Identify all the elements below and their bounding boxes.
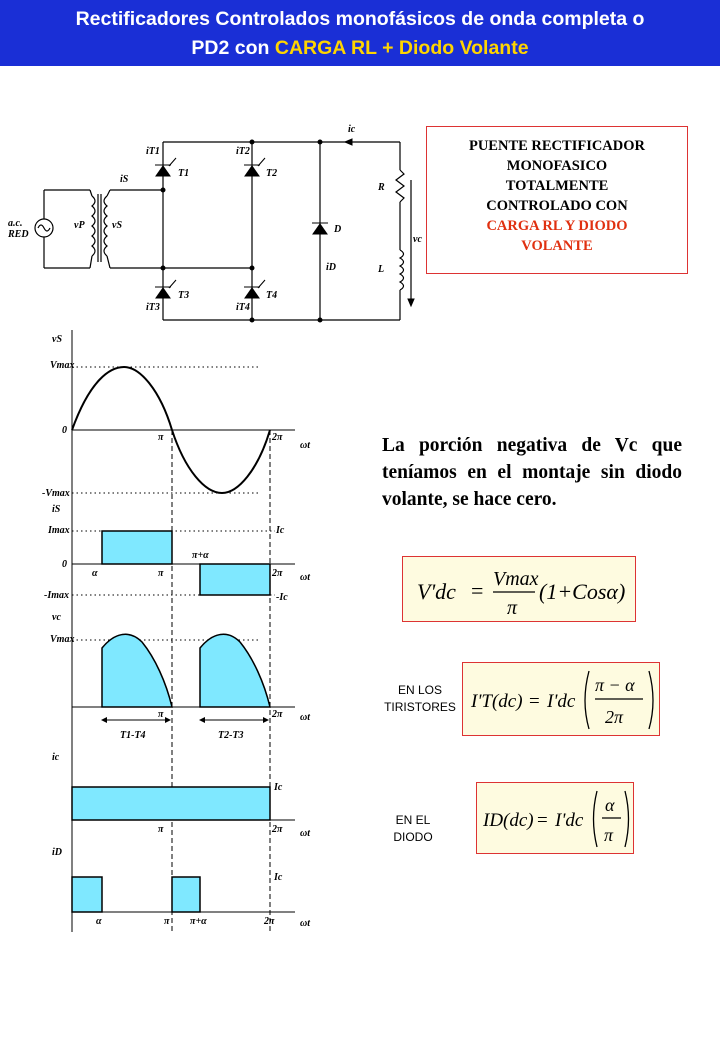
ic-block — [72, 787, 270, 820]
vdc-factor: (1+Cosα) — [539, 579, 626, 604]
box-line-1: PUENTE RECTIFICADOR — [468, 138, 646, 154]
vdc-formula-box — [402, 556, 636, 622]
id-block-1 — [72, 877, 102, 912]
vdc-formula — [403, 557, 635, 621]
id-wt-label: ωt — [300, 918, 311, 929]
is-pi-label: π — [158, 568, 164, 579]
id-pi-label: π — [164, 916, 170, 927]
vs-zero-label: 0 — [62, 425, 67, 436]
l-label: L — [378, 264, 385, 275]
vc-label: vc — [413, 234, 422, 245]
is-wt-label: ωt — [300, 572, 311, 583]
diode-denominator: π — [604, 825, 614, 845]
is-max-label: Imax — [48, 525, 70, 536]
thyristor-formula-label — [382, 682, 458, 716]
thyristor-denominator: 2π — [605, 707, 624, 727]
thyristor-lhs: I'T(dc) — [471, 691, 523, 712]
r-label: R — [378, 182, 385, 193]
is-label: iS — [120, 174, 129, 185]
is-positive-block — [102, 531, 172, 564]
diode-formula-box — [476, 782, 634, 854]
is-alpha-label: α — [92, 568, 98, 579]
svg-text:=: = — [529, 691, 540, 712]
diode-mid: I'dc — [555, 810, 584, 831]
t3-label: T3 — [178, 290, 190, 301]
thyristor-numerator: π − α — [595, 675, 635, 695]
diode-numerator: α — [605, 795, 615, 815]
ic-wt-label: ωt — [300, 828, 311, 839]
title-line-2-prefix: PD2 con — [191, 37, 275, 59]
box-line-3: TOTALMENTE — [505, 178, 609, 194]
id-alpha-label: α — [96, 916, 102, 927]
title-line-1: Rectificadores Controlados monofásicos de onda completa o — [75, 8, 645, 30]
is-negative-block — [200, 564, 270, 595]
ic-label: ic — [348, 124, 356, 135]
t1-label: T1 — [178, 168, 190, 179]
circuit-diagram — [0, 110, 420, 325]
vdc-numerator: Vmax — [493, 568, 539, 590]
t4-label: T4 — [266, 290, 278, 301]
it3-label: iT3 — [146, 302, 160, 313]
id-2pi-label: 2π — [264, 916, 275, 927]
svg-text:=: = — [471, 578, 484, 603]
vc-2pi-label: 2π — [272, 709, 283, 720]
diode-label-line-2: DIODO — [393, 830, 433, 844]
id-label: iD — [326, 262, 336, 273]
it2-label: iT2 — [236, 146, 250, 157]
vc-pulse-1 — [102, 634, 172, 707]
vc-cond2-label: T2-T3 — [218, 730, 244, 741]
id-pi-alpha-label: π+α — [190, 916, 207, 927]
vs-wt-label: ωt — [300, 440, 311, 451]
t2-label: T2 — [266, 168, 278, 179]
title-highlight: CARGA RL + Diodo Volante — [274, 37, 529, 59]
vc-wt-label: ωt — [300, 712, 311, 723]
box-line-2: MONOFASICO — [506, 158, 608, 174]
vdc-lhs: V'dc — [417, 579, 456, 604]
ic-axis-label: ic — [52, 752, 60, 763]
is-neg-ic-label: -Ic — [276, 592, 288, 603]
ic-2pi-label: 2π — [272, 824, 283, 835]
vs-pi-label: π — [158, 432, 164, 443]
thyristor-label-line-1: EN LOS — [397, 683, 442, 697]
is-zero-label: 0 — [62, 559, 67, 570]
description-text: La porción negativa de Vc que teníamos en el montaje sin diodo volante, se hace cero. — [382, 435, 682, 510]
title-bar — [0, 0, 720, 66]
ic-pi-label: π — [158, 824, 164, 835]
vc-cond1-label: T1-T4 — [120, 730, 146, 741]
diode-label-line-1: EN EL — [395, 813, 431, 827]
circuit-description-box — [426, 126, 688, 274]
d-label: D — [334, 224, 342, 235]
vdc-denominator: π — [507, 597, 518, 619]
vc-pi-label: π — [158, 709, 164, 720]
waveforms — [30, 320, 330, 940]
box-line-6: VOLANTE — [521, 238, 593, 254]
red-label: RED — [8, 229, 29, 240]
thyristor-formula-box — [462, 662, 660, 736]
title-line-2 — [0, 34, 720, 63]
ic-level-label: Ic — [274, 782, 283, 793]
vs-neg-label: -Vmax — [42, 488, 70, 499]
is-2pi-label: 2π — [272, 568, 283, 579]
id-level-label: Ic — [274, 872, 283, 883]
vs-axis-label: vS — [52, 334, 62, 345]
it4-label: iT4 — [236, 302, 250, 313]
vc-max-label: Vmax — [50, 634, 75, 645]
svg-text:=: = — [537, 810, 548, 831]
id-block-2 — [172, 877, 200, 912]
thyristor-label-line-2: TIRISTORES — [384, 700, 456, 714]
is-neg-label: -Imax — [44, 590, 69, 601]
diode-formula — [477, 783, 633, 853]
vc-axis-label: vc — [52, 612, 61, 623]
vc-pulse-2 — [200, 634, 270, 707]
is-pi-alpha-label: π+α — [192, 550, 209, 561]
vp-label: vP — [74, 220, 85, 231]
ac-label: a.c. — [8, 218, 23, 229]
box-line-4: CONTROLADO CON — [486, 198, 628, 214]
vs-max-label: Vmax — [50, 360, 75, 371]
thyristor-formula — [463, 663, 659, 735]
thyristor-mid: I'dc — [547, 691, 576, 712]
vs-2pi-label: 2π — [272, 432, 283, 443]
it1-label: iT1 — [146, 146, 160, 157]
vs-label: vS — [112, 220, 122, 231]
is-ic-label: Ic — [276, 525, 285, 536]
id-axis-label: iD — [52, 847, 62, 858]
is-axis-label: iS — [52, 504, 61, 515]
diode-lhs: ID(dc) — [483, 810, 534, 831]
box-line-5: CARGA RL Y DIODO — [486, 218, 628, 234]
diode-formula-label — [382, 812, 444, 846]
